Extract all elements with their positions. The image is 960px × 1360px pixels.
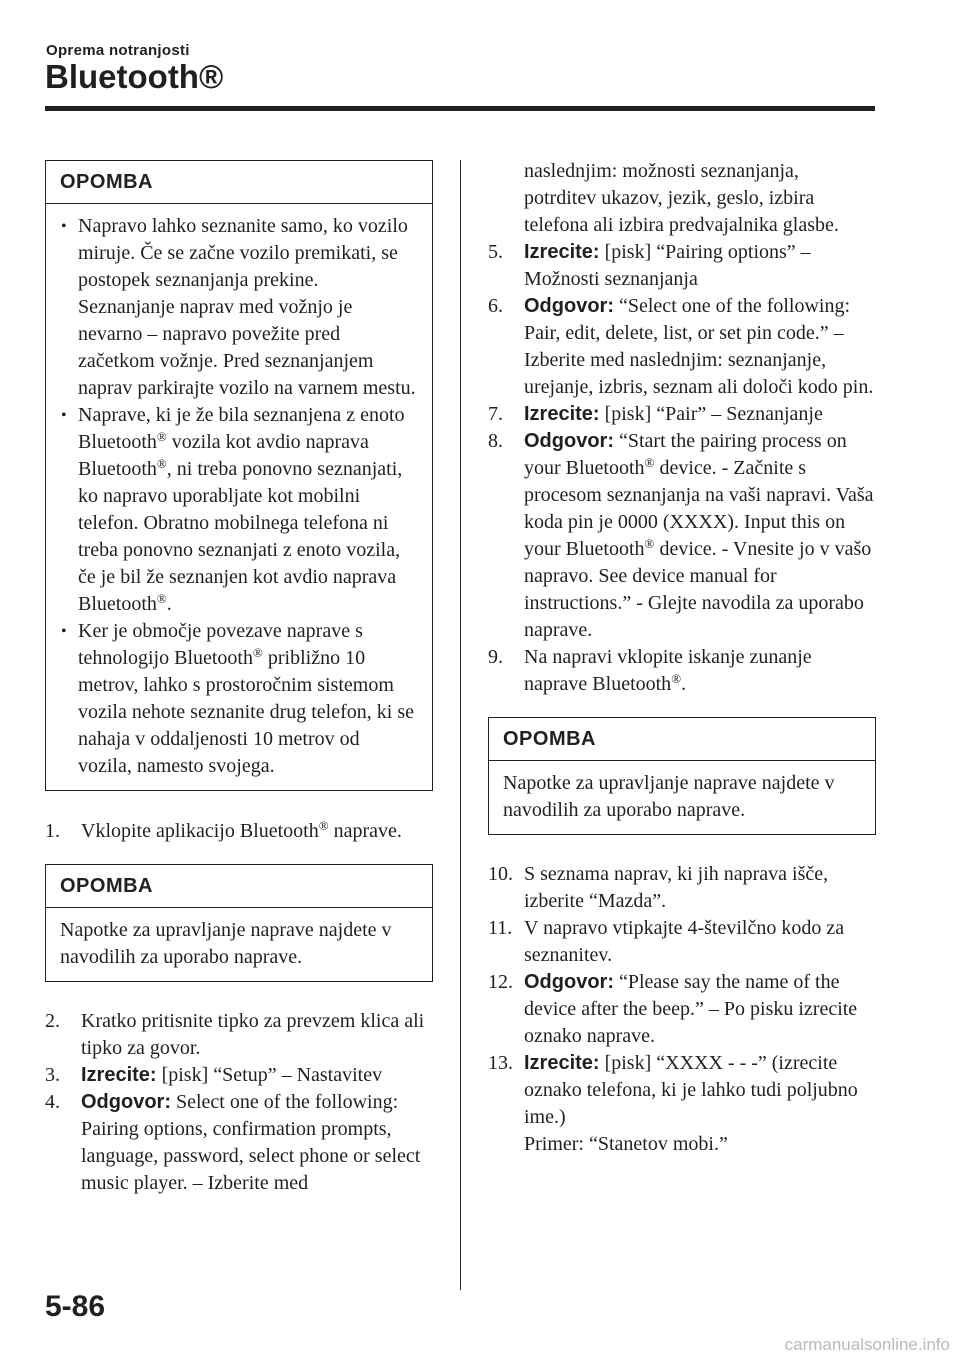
title-rule [45, 106, 875, 111]
step-text: Vklopite aplikacijo Bluetooth [81, 820, 319, 842]
note-body [489, 761, 875, 834]
step-number: 13. [488, 1052, 513, 1074]
registered-mark: ® [318, 818, 329, 833]
step-6 [488, 293, 876, 401]
step-number: 4. [45, 1091, 60, 1113]
step-text: S seznama naprav, ki jih naprava išče, izberite “Mazda”. [524, 863, 829, 912]
note-body [46, 908, 432, 981]
step-number: 6. [488, 295, 503, 317]
bullet-dot-icon: • [61, 218, 67, 235]
step-text: Kratko pritisnite tipko za prevzem klica ali tipko za govor. [81, 1010, 425, 1059]
step-label: Odgovor: [524, 971, 614, 993]
step-number: 3. [45, 1064, 60, 1086]
step-label: Odgovor: [524, 430, 614, 452]
step-text: V napravo vtipkajte 4-številčno kodo za seznanitev. [524, 917, 845, 966]
page-number: 5-86 [45, 1290, 106, 1323]
page-title: Bluetooth® [45, 58, 224, 95]
registered-mark: ® [644, 536, 655, 551]
step-label: Izrecite: [524, 1052, 600, 1074]
note-bullet-text: , ni treba ponovno seznanjati, ko napravo uporabljate kot mobilni telefon. Obratno mobilnega telefona ni treba ponovno seznanjati z enoto vozila, če je bil že seznanjen kot avdio naprava Bluetooth [78, 458, 403, 615]
step-10 [488, 861, 876, 915]
step-1 [45, 818, 433, 845]
step-text: Select one of the following: Pairing options, confirmation prompts, language, password, select phone or select music player. – Izberite med [81, 1091, 421, 1194]
right-column [488, 158, 876, 1158]
note-body [46, 204, 432, 790]
step-text: naprave. [328, 820, 402, 842]
step-text: “Start the pairing process on your Bluetooth [524, 430, 847, 479]
step-8 [488, 428, 876, 644]
step-text: device. - Začnite s procesom seznanjanja na vaši napravi. Vaša koda pin je 0000 (XXXX). Input this on your Bluetooth [524, 457, 874, 560]
note-bullet-text: približno 10 metrov, lahko s prostoročnim sistemom vozila nehote seznanite drug telefon, ki se nahaja v oddaljenosti 10 metrov od vozila, namesto svojega. [78, 647, 414, 777]
step-text: [pisk] “Setup” – Nastavitev [156, 1064, 383, 1086]
step-4-continued: naslednjim: možnosti seznanjanja, potrditev ukazov, jezik, geslo, izbira telefona ali izbira predvajalnika glasbe. [524, 160, 839, 236]
note-bullet [60, 402, 418, 618]
note-header: OPOMBA [489, 718, 875, 761]
step-7 [488, 401, 876, 428]
registered-mark: ® [644, 455, 655, 470]
note-bullet-text: Ker je območje povezave naprave s tehnologijo Bluetooth [78, 620, 363, 669]
registered-mark: ® [253, 645, 263, 660]
step-text: [pisk] “XXXX - - -” (izrecite oznako telefona, ki je lahko tudi poljubno ime.) [524, 1052, 858, 1128]
note-box [45, 160, 433, 791]
step-label: Odgovor: [81, 1091, 171, 1113]
registered-mark: ® [156, 591, 167, 606]
step-2 [45, 1008, 433, 1062]
step-number: 9. [488, 646, 503, 668]
step-12 [488, 969, 876, 1050]
note-bullet [60, 213, 418, 402]
note-bullet-text: Naprave, ki je že bila seznanjena z enoto Bluetooth [78, 404, 405, 453]
bullet-dot-icon: • [61, 407, 67, 424]
registered-mark: ® [671, 671, 682, 686]
note-bullet-text: Napravo lahko seznanite samo, ko vozilo miruje. Če se začne vozilo premikati, se postopek seznanjanja prekine. Seznanjanje naprav med vožnjo je nevarno – napravo povežite pred začetkom vožnje. Pred seznanjanjem naprav parkirajte vozilo na varnem mestu. [78, 215, 416, 399]
step-number: 10. [488, 863, 513, 885]
step-number: 11. [488, 917, 513, 939]
step-label: Izrecite: [81, 1064, 157, 1086]
step-number: 2. [45, 1010, 60, 1032]
watermark: carmanualsonline.info [784, 1335, 950, 1354]
step-text: . [681, 673, 687, 695]
step-text: [pisk] “Pair” – Seznanjanje [599, 403, 823, 425]
note-header: OPOMBA [46, 161, 432, 204]
step-number: 12. [488, 971, 513, 993]
step-9 [488, 644, 876, 698]
note-box [488, 717, 876, 835]
section-label: Oprema notranjosti [46, 42, 190, 59]
note-bullet-text: . [166, 593, 172, 615]
step-text: device. - Vnesite jo v vašo napravo. See device manual for instructions.” - Glejte navodila za uporabo naprave. [524, 538, 872, 641]
step-label: Izrecite: [524, 241, 600, 263]
step-number: 8. [488, 430, 503, 452]
column-divider [460, 160, 461, 1290]
step-text: Na napravi vklopite iskanje zunanje naprave Bluetooth [524, 646, 812, 695]
registered-mark: ® [156, 456, 167, 471]
step-text: [pisk] “Pairing options” – Možnosti seznanjanja [524, 241, 811, 290]
step-13 [488, 1050, 876, 1158]
step-5 [488, 239, 876, 293]
step-number: 7. [488, 403, 503, 425]
note-box [45, 864, 433, 982]
left-column [45, 160, 433, 1197]
step-4 [45, 1089, 433, 1197]
note-bullet [60, 618, 418, 780]
step-label: Odgovor: [524, 295, 614, 317]
note-text: Napotke za upravljanje naprave najdete v navodilih za uporabo naprave. [503, 772, 835, 821]
note-header: OPOMBA [46, 865, 432, 908]
step-number: 1. [45, 820, 60, 842]
step-3 [45, 1062, 433, 1089]
step-number: 5. [488, 241, 503, 263]
note-text: Napotke za upravljanje naprave najdete v navodilih za uporabo naprave. [60, 919, 392, 968]
step-text: “Please say the name of the device after the beep.” – Po pisku izrecite oznako naprave. [524, 971, 858, 1047]
note-bullet-text: vozila kot avdio naprava Bluetooth [78, 431, 369, 480]
step-label: Izrecite: [524, 403, 600, 425]
step-text: “Select one of the following: Pair, edit, delete, list, or set pin code.” – Izberite med naslednjim: seznanjanje, urejanje, izbris, seznam ali določi kodo pin. [524, 295, 874, 398]
bullet-dot-icon: • [61, 623, 67, 640]
step-11 [488, 915, 876, 969]
step-example: Primer: “Stanetov mobi.” [524, 1133, 728, 1155]
registered-mark: ® [156, 429, 167, 444]
